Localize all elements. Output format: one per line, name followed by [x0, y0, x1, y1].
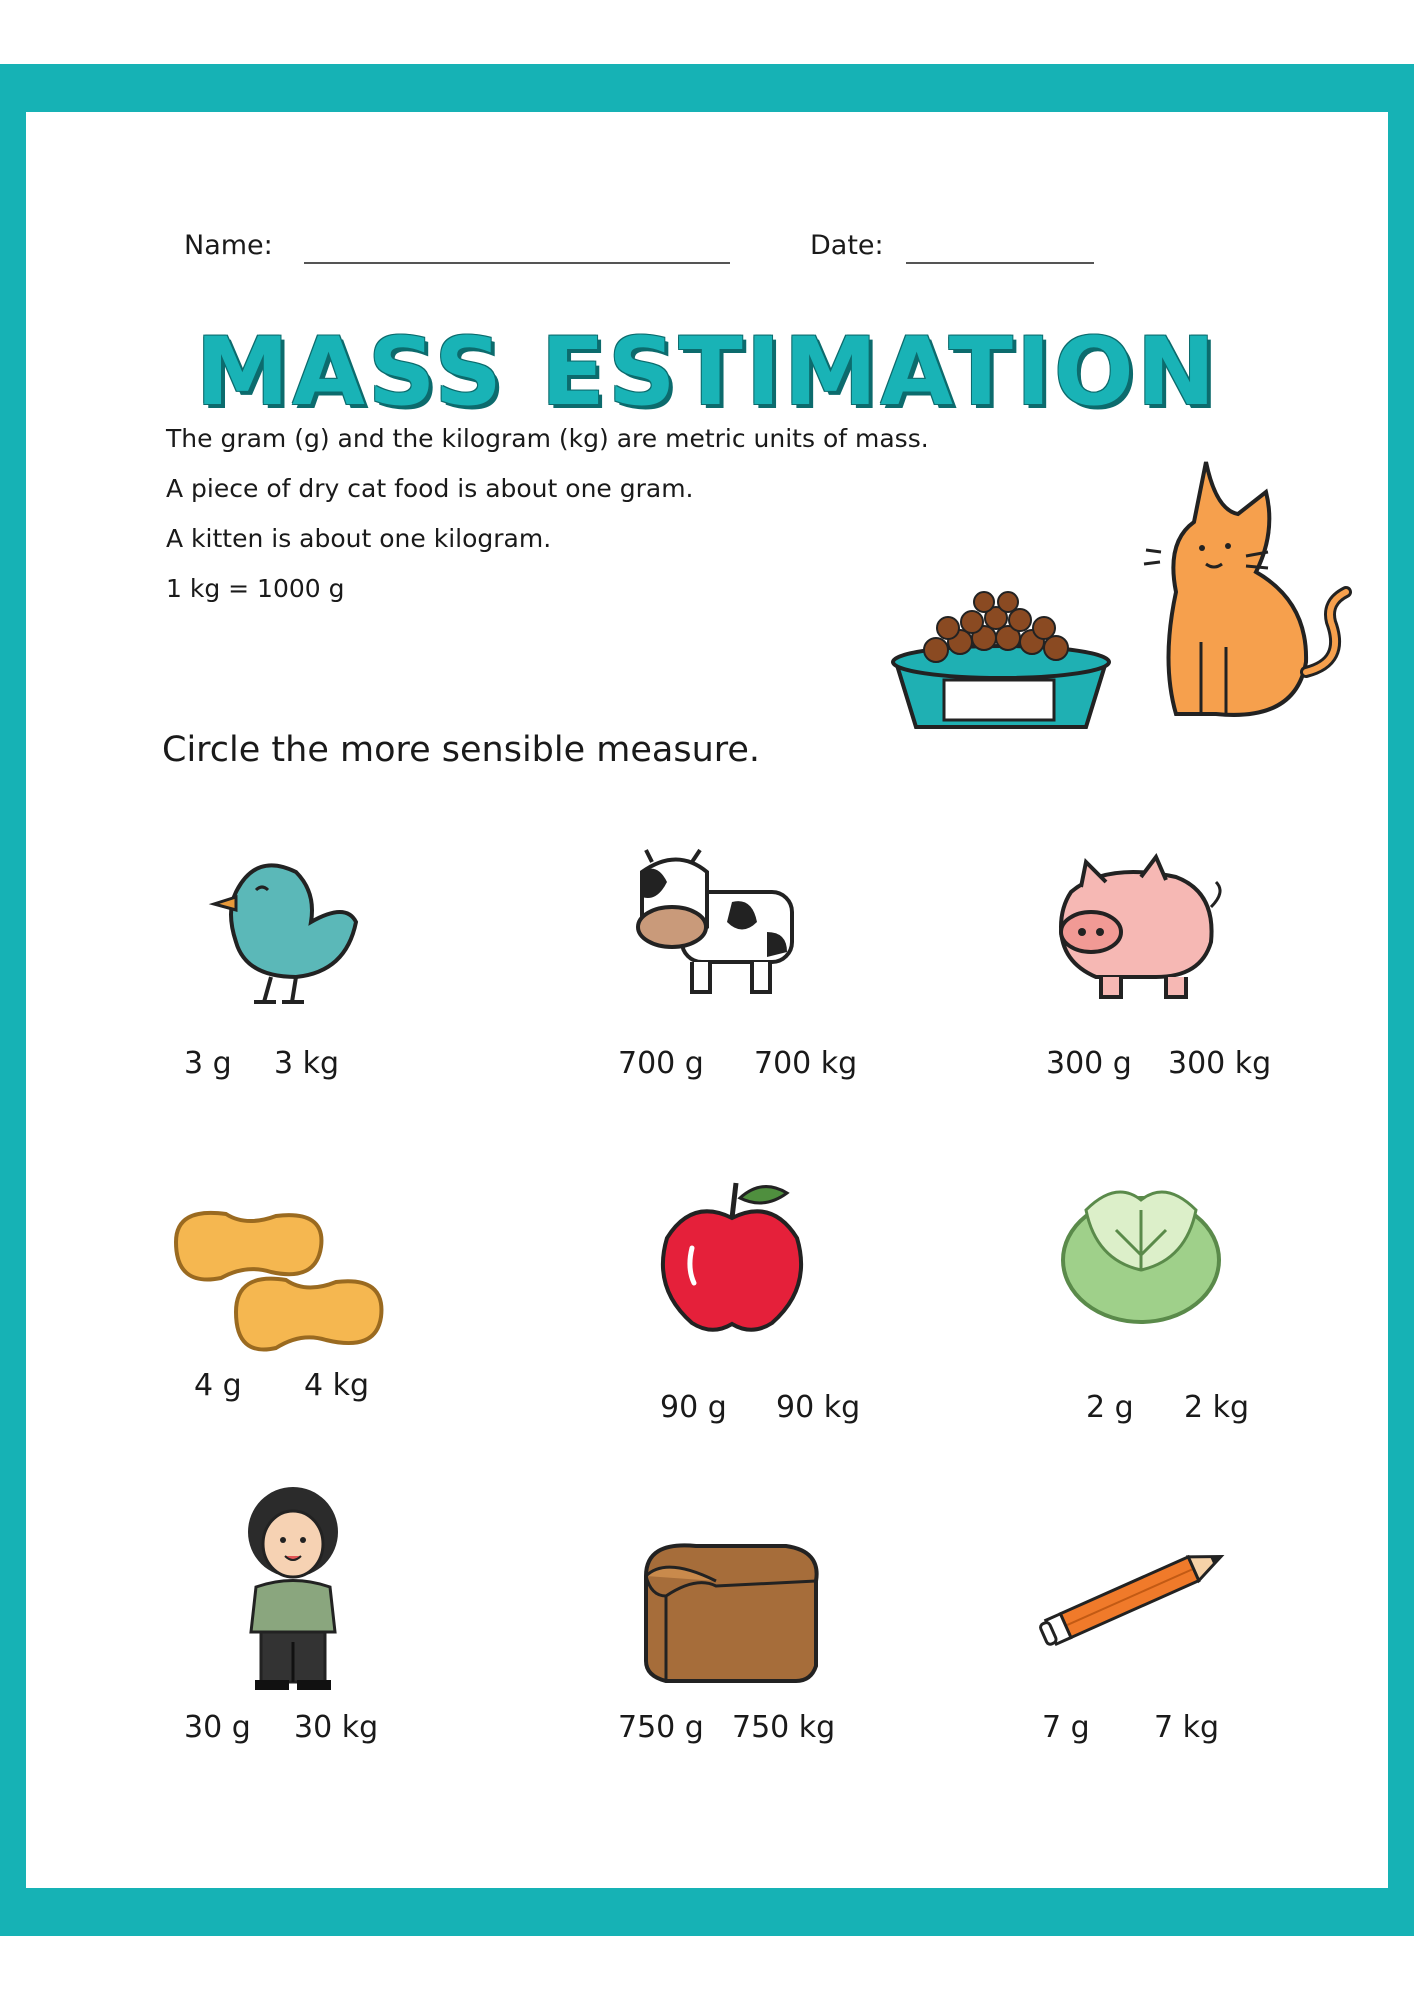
measure-kg[interactable]: 90 kg — [776, 1390, 861, 1425]
measure-kg[interactable]: 300 kg — [1168, 1046, 1272, 1081]
measure-kg[interactable]: 700 kg — [754, 1046, 858, 1081]
measure-kg[interactable]: 30 kg — [294, 1710, 379, 1745]
measure-g[interactable]: 2 g — [1086, 1390, 1134, 1425]
intro-line-4: 1 kg = 1000 g — [166, 574, 345, 603]
measure-g[interactable]: 90 g — [660, 1390, 727, 1425]
pig-icon — [1046, 852, 1226, 1002]
intro-line-1: The gram (g) and the kilogram (kg) are metric units of mass. — [166, 424, 929, 453]
measure-g[interactable]: 750 g — [618, 1710, 704, 1745]
measure-g[interactable]: 7 g — [1042, 1710, 1090, 1745]
measure-kg[interactable]: 7 kg — [1154, 1710, 1220, 1745]
page-title: MASS ESTIMATION — [195, 318, 1219, 427]
instruction: Circle the more sensible measure. — [162, 730, 761, 770]
measure-g[interactable]: 700 g — [618, 1046, 704, 1081]
cow-icon — [622, 842, 802, 1002]
intro-line-3: A kitten is about one kilogram. — [166, 524, 552, 553]
worksheet — [26, 112, 1388, 1888]
pencil-icon — [1030, 1542, 1240, 1652]
measure-kg[interactable]: 3 kg — [274, 1046, 340, 1081]
cabbage-icon — [1056, 1170, 1226, 1330]
page-border — [0, 64, 1414, 1936]
measure-kg[interactable]: 750 kg — [732, 1710, 836, 1745]
bread-icon — [636, 1536, 826, 1686]
apple-icon — [652, 1178, 812, 1338]
measure-g[interactable]: 3 g — [184, 1046, 232, 1081]
date-label: Date: — [810, 230, 884, 261]
intro-line-2: A piece of dry cat food is about one gram. — [166, 474, 694, 503]
measure-g[interactable]: 4 g — [194, 1368, 242, 1403]
measure-g[interactable]: 30 g — [184, 1710, 251, 1745]
measure-kg[interactable]: 2 kg — [1184, 1390, 1250, 1425]
name-label: Name: — [184, 230, 273, 261]
cat-food-bowl-icon — [893, 592, 1109, 727]
date-line[interactable] — [906, 262, 1094, 264]
name-line[interactable] — [304, 262, 730, 264]
bird-icon — [196, 852, 376, 1012]
child-icon — [231, 1482, 361, 1692]
peanut-icon — [166, 1202, 396, 1362]
cat-food-illustration — [876, 452, 1356, 752]
cat-icon — [1144, 462, 1346, 715]
measure-kg[interactable]: 4 kg — [304, 1368, 370, 1403]
measure-g[interactable]: 300 g — [1046, 1046, 1132, 1081]
